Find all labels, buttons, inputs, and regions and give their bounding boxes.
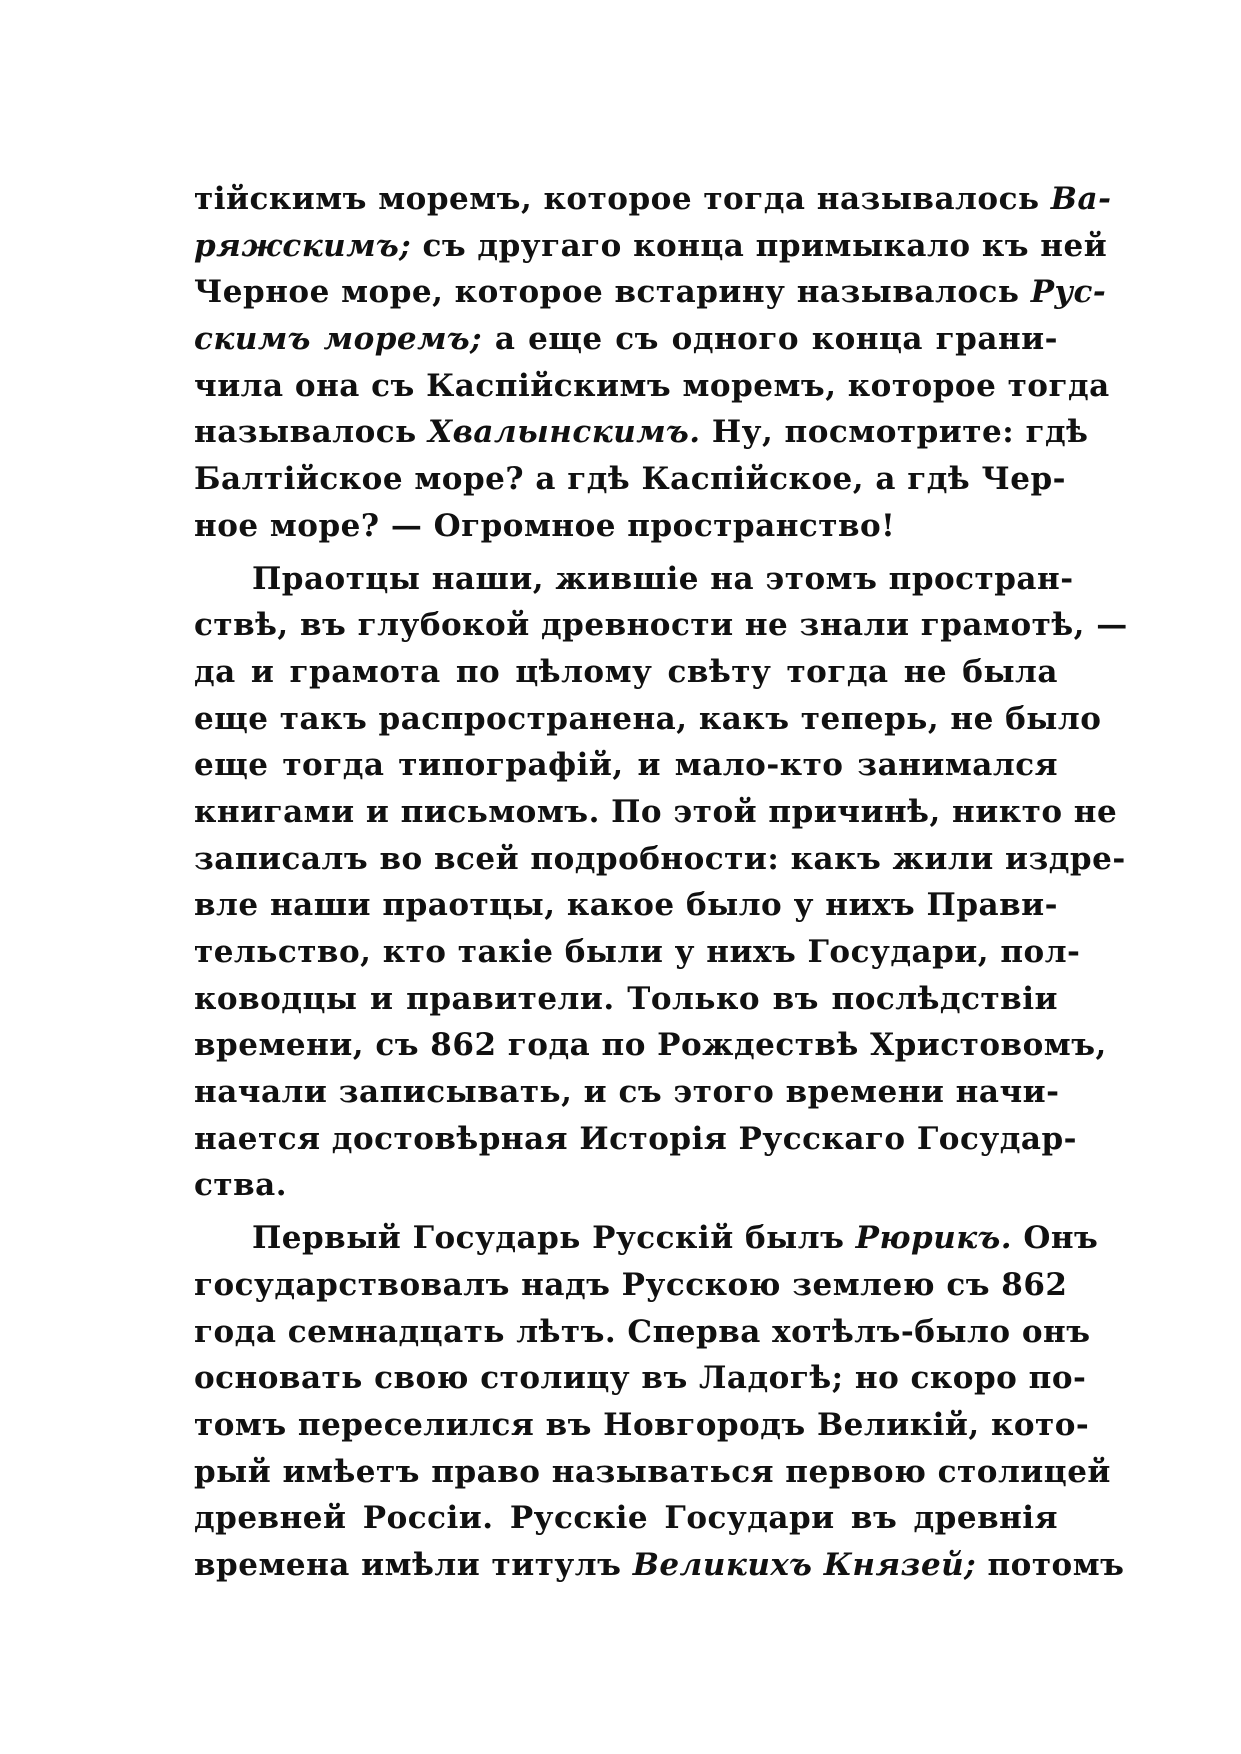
text-line <box>194 1402 1090 1449</box>
text-line <box>194 316 1058 363</box>
text-run: ствѣ, въ глубокой древности не знали грамотѣ, — <box>194 607 1128 644</box>
text-line <box>194 1262 1068 1309</box>
paragraph <box>194 176 1112 550</box>
text-run: называлось <box>194 414 429 451</box>
text-run: ное море? — Огромное пространство! <box>194 507 896 544</box>
text-line <box>194 1022 1107 1069</box>
text-line <box>194 409 1089 456</box>
text-run: государствовалъ надъ Русскою землею съ 862 <box>194 1266 1068 1303</box>
text-line <box>194 602 1128 649</box>
paragraph <box>194 556 1128 1210</box>
text-run: книгами и письмомъ. По этой причинѣ, никто не <box>194 793 1118 830</box>
text-line <box>194 456 1067 503</box>
text-line <box>194 649 1058 696</box>
text-run: да и грамота по цѣлому свѣту тогда не была <box>194 653 1058 690</box>
text-run: записалъ во всей подробности: какъ жили издре- <box>194 840 1126 877</box>
text-run: Ну, посмотрите: гдѣ <box>700 414 1089 451</box>
text-line <box>194 176 1112 223</box>
text-line <box>194 929 1081 976</box>
text-line <box>194 363 1110 410</box>
text-run: нается достовѣрная Исторія Русскаго Государ- <box>194 1120 1077 1157</box>
text-line <box>194 1449 1111 1496</box>
italic-run: Рюрикъ. <box>855 1220 1013 1257</box>
text-run: вле наши праотцы, какое было у нихъ Прави- <box>194 887 1058 924</box>
text-run: времена имѣли титулъ <box>194 1546 633 1583</box>
text-run: Черное море, которое встарину называлось <box>194 274 1031 311</box>
text-run: года семнадцать лѣтъ. Сперва хотѣлъ-было онъ <box>194 1313 1091 1350</box>
italic-run: Ва- <box>1050 181 1112 217</box>
text-run: томъ переселился въ Новгородъ Великій, кото- <box>194 1406 1090 1443</box>
text-run: тійскимъ моремъ, которое тогда называлось <box>194 181 1051 217</box>
text-run: Первый Государь Русскій былъ <box>252 1220 856 1257</box>
text-line <box>194 1542 1125 1589</box>
text-run: древней Россіи. Русскіе Государи въ древнія <box>194 1500 1058 1537</box>
text-line <box>194 1069 1058 1116</box>
italic-run: скимъ моремъ; <box>194 321 483 358</box>
text-line <box>194 269 1107 316</box>
text-run: еще тогда типографій, и мало-кто занимался <box>194 747 1058 784</box>
text-line <box>194 696 1102 743</box>
text-run: съ другаго конца примыкало къ ней <box>411 227 1108 264</box>
text-line <box>194 1309 1091 1356</box>
text-line <box>194 556 1074 603</box>
italic-run: Рус- <box>1030 274 1107 311</box>
text-line <box>194 1355 1087 1402</box>
text-run: а еще съ одного конца грани- <box>482 321 1058 358</box>
text-run: рый имѣетъ право называться первою столицей <box>194 1453 1111 1490</box>
text-run: ководцы и правители. Только въ послѣдствіи <box>194 980 1058 1017</box>
text-run: чила она съ Каспійскимъ моремъ, которое тогда <box>194 367 1110 404</box>
text-run: еще такъ распространена, какъ теперь, не было <box>194 700 1102 737</box>
paragraph <box>194 1215 1125 1589</box>
text-run: времени, съ 862 года по Рождествѣ Христовомъ, <box>194 1027 1107 1064</box>
text-line <box>194 836 1126 883</box>
text-run: ства. <box>194 1167 288 1204</box>
text-line <box>194 976 1058 1023</box>
text-line <box>194 789 1118 836</box>
italic-run: Великихъ Князей; <box>632 1546 977 1583</box>
text-line <box>194 1162 1058 1209</box>
text-run: Балтійское море? а гдѣ Каспійское, а гдѣ Чер- <box>194 461 1067 498</box>
text-line <box>194 882 1058 929</box>
text-run: Онъ <box>1012 1220 1099 1257</box>
text-run: потомъ <box>976 1546 1125 1583</box>
text-line <box>194 742 1058 789</box>
text-line <box>194 1215 1099 1262</box>
text-line <box>194 1495 1058 1542</box>
text-run: Праотцы наши, жившіе на этомъ простран- <box>252 560 1074 597</box>
text-run: начали записывать, и съ этого времени начи- <box>194 1074 1060 1111</box>
text-line <box>194 223 1108 270</box>
text-line <box>194 503 1058 550</box>
text-run: основать свою столицу въ Ладогѣ; но скоро по- <box>194 1360 1087 1397</box>
italic-run: ряжскимъ; <box>194 227 412 264</box>
page-text <box>194 176 1128 1589</box>
text-run: тельство, кто такіе были у нихъ Государи, пол- <box>194 934 1081 970</box>
italic-run: Хвалынскимъ. <box>428 414 701 451</box>
text-line <box>194 1116 1077 1163</box>
